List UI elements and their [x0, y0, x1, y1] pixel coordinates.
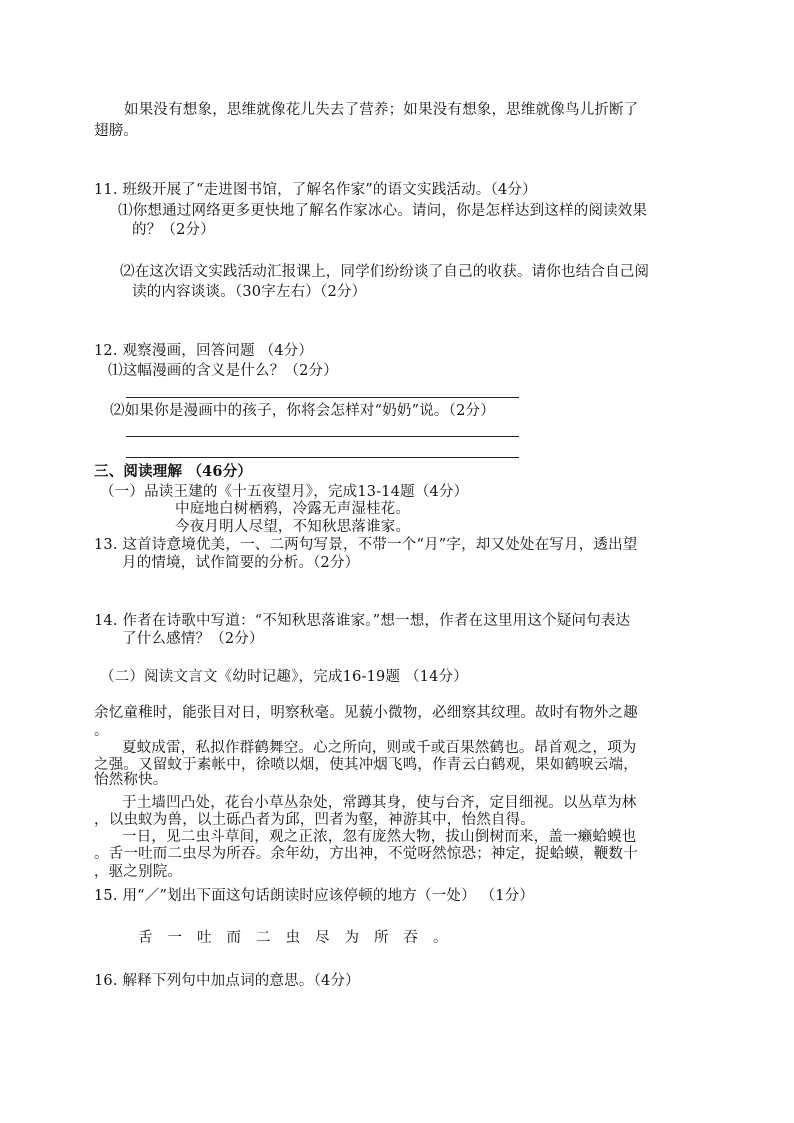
passage-paragraph-4-line-1: 一日，见二虫斗草间，观之正浓，忽有庞然大物，拔山倒树而来，盖一癞蛤蟆也	[122, 829, 637, 845]
question-11-1-line-1: ⑴你想通过网络更多更快地了解名作家冰心。请问，你是怎样达到这样的阅读效果	[118, 203, 648, 219]
section-3-heading: 三、阅读理解 （46分）	[94, 463, 253, 480]
answer-line	[126, 397, 519, 398]
question-14-line-2: 了什么感情？（2分）	[122, 631, 264, 647]
question-16: 16. 解释下列句中加点词的意思。（4分）	[94, 973, 360, 989]
part-1-heading: （一）品读王建的《十五夜望月》，完成13-14题（4分）	[100, 484, 469, 500]
passage-paragraph-2-line-2: 之强。又留蚊于素帐中，徐喷以烟，使其冲烟飞鸣，作青云白鹤观，果如鹤唳云端，	[94, 757, 638, 773]
passage-paragraph-1: 余忆童稚时，能张目对日，明察秋毫。见藐小微物，必细察其纹理。故时有物外之趣	[94, 705, 638, 721]
question-11-2-line-1: ⑵在这次语文实践活动汇报课上，同学们纷纷谈了自己的收获。请你也结合自己阅	[120, 264, 650, 280]
question-13-line-2: 月的情境，试作简要的分析。（2分）	[122, 555, 360, 571]
question-12-2: ⑵如果你是漫画中的孩子，你将会怎样对“奶奶”说。（2分）	[110, 403, 495, 419]
passage-paragraph-2-line-3: 怡然称快。	[94, 772, 168, 788]
passage-paragraph-3-line-2: ，以虫蚁为兽，以土砾凸者为邱，凹者为壑，神游其中，怡然自得。	[94, 812, 535, 828]
question-11: 11. 班级开展了“走进图书馆，了解名作家”的语文实践活动。（4分）	[94, 182, 537, 198]
passage-paragraph-4-line-2: 。舌一吐而二虫尽为所吞。余年幼，方出神，不觉呀然惊恐；神定，捉蛤蟆，鞭数十	[94, 846, 638, 862]
question-12: 12. 观察漫画，回答问题 （4分）	[94, 343, 314, 359]
question-11-2-line-2: 读的内容谈谈。（30字左右）（2分）	[132, 284, 367, 300]
answer-line	[126, 436, 519, 437]
question-11-1-line-2: 的？（2分）	[132, 222, 215, 238]
question-12-1: ⑴这幅漫画的含义是什么？（2分）	[108, 363, 338, 379]
poem-line-2: 今夜月明人尽望，不知秋思落谁家。	[175, 519, 411, 535]
question-14-line-1: 14. 作者在诗歌中写道：“不知秋思落谁家。”想一想，作者在这里用这个疑问句表达	[94, 613, 631, 629]
passage-paragraph-4-line-3: ，驱之别院。	[94, 864, 183, 880]
answer-line	[126, 457, 519, 458]
intro-line-2: 翅膀。	[94, 123, 139, 139]
passage-paragraph-3-line-1: 于土墙凹凸处，花台小草丛杂处，常蹲其身，使与台齐，定目细视。以丛草为林	[122, 795, 637, 811]
part-2-heading: （二）阅读文言文《幼时记趣》，完成16-19题 （14分）	[100, 669, 468, 685]
passage-paragraph-2-line-1: 夏蚊成雷，私拟作群鹤舞空。心之所向，则或千或百果然鹤也。昂首观之，项为	[122, 740, 637, 756]
question-15: 15. 用“／”划出下面这句话朗读时应该停顿的地方（一处） （1分）	[94, 888, 535, 904]
passage-paragraph-1-end: 。	[94, 723, 109, 739]
question-15-sentence: 舌一吐而二虫尽为所吞。	[138, 930, 463, 946]
question-13-line-1: 13. 这首诗意境优美，一、二两句写景，不带一个“月”字，却又处处在写月，透出望	[94, 537, 638, 553]
poem-line-1: 中庭地白树栖鸦，冷露无声湿桂花。	[175, 501, 411, 517]
intro-line-1: 如果没有想象，思维就像花儿失去了营养；如果没有想象，思维就像鸟儿折断了	[124, 102, 639, 118]
